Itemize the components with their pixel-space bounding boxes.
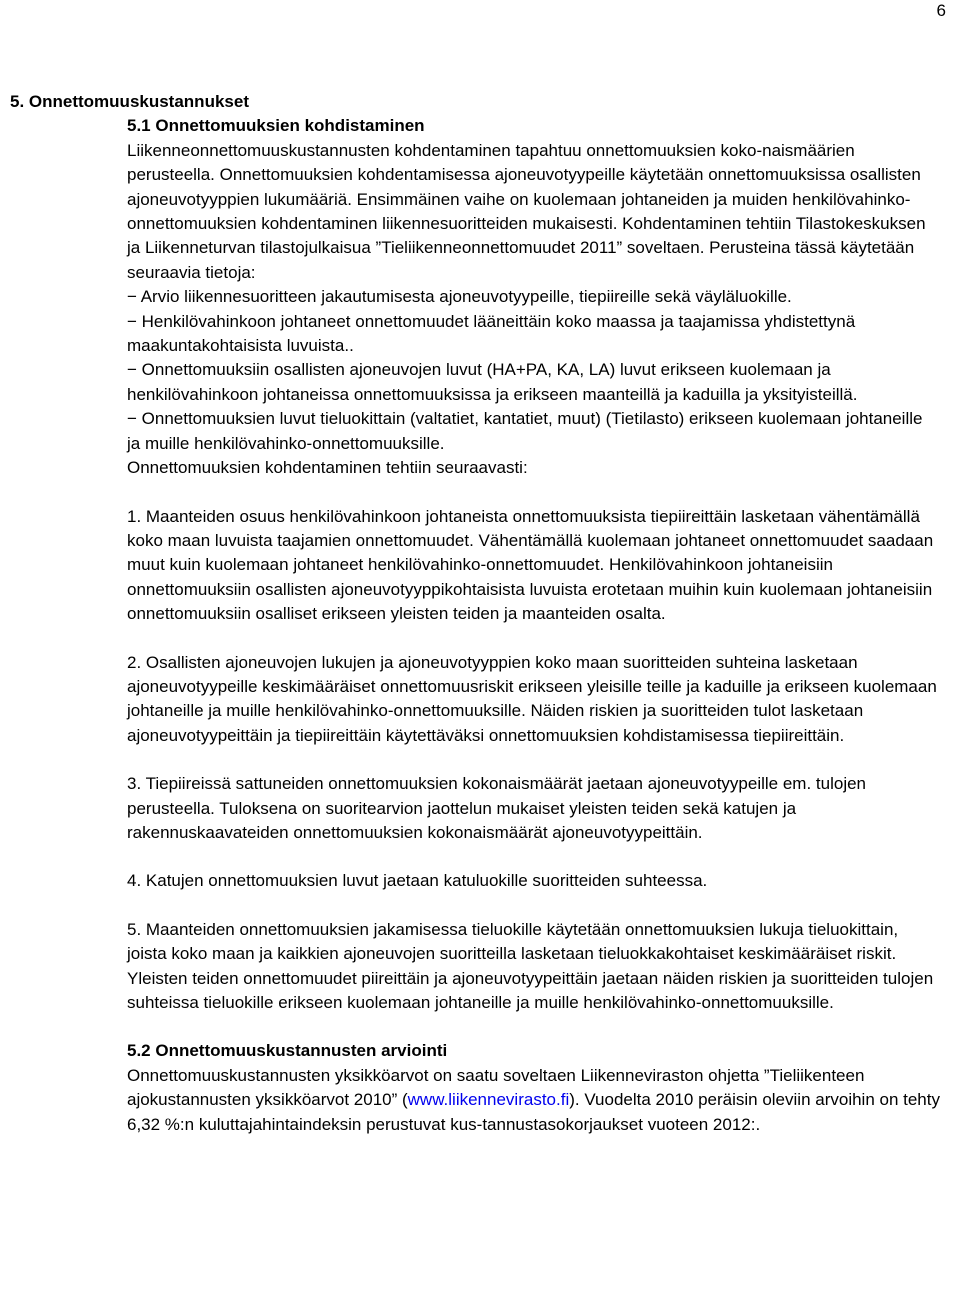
section-5-1-intro: Liikenneonnettomuuskustannusten kohdentaminen tapahtuu onnettomuuksien koko-naismäärien perusteella. Onnettomuuksien kohdentamisessa ajoneuvotyypeille käytetään onnettomuuksissa osallisten ajoneuvotyyppien lukumääriä. Ensimmäinen vaihe on kuolemaan johtaneiden ja muiden henkilövahinko-onnettomuuksien kohdentaminen liikennesuoritteiden mukaisesti. Kohdentaminen tehtiin Tilastokeskuksen ja Liikenneturvan tilastojulkaisua ”Tieliikenneonnettomuudet 2011” soveltaen. Perusteina tässä käytetään seuraavia tietoja:	[127, 140, 926, 282]
section-5-2-text-end: ). Vuodelta 2010 peräisin oleviin arvoihin on tehty 6,32 %:n kuluttajahintaindeksin perustuvat kus-tannustasokorjaukset vuoteen 2012:.	[127, 1090, 940, 1134]
step-1: 1. Maanteiden osuus henkilövahinkoon johtaneista onnettomuuksista tiepiireittäin lasketaan vähentämällä koko maan luvuista taajamien onnettomuudet. Vähentämällä kuolemaan johtaneet onnettomuudet saadaan muut kuin kuolemaan johtaneet henkilövahinko-onnettomuudet. Henkilövahinkoon johtaneisiin onnettomuuksiin osallisten ajoneuvotyyppikohtaisista luvuista erotetaan muihin kuin kuolemaan johtaneisiin onnettomuuksiin osalliset erikseen yleisten teiden ja maanteiden osalta.	[127, 506, 934, 624]
document-body	[10, 90, 940, 1137]
steps-lead: Onnettomuuksien kohdentaminen tehtiin seuraavasti:	[127, 458, 528, 478]
liikennevirasto-link[interactable]: www.liikennevirasto.fi	[407, 1090, 570, 1110]
bullet-item: − Henkilövahinkoon johtaneet onnettomuudet lääneittäin koko maassa ja taajamissa yhdistettynä maakuntakohtaisista luvuista..	[127, 311, 856, 356]
page-number: 6	[936, 1, 946, 20]
step-2: 2. Osallisten ajoneuvojen lukujen ja ajoneuvotyyppien koko maan suoritteiden suhteina lasketaan ajoneuvotyypeille keskimääräiset onnettomuusriskit erikseen yleisille teille ja kaduille ja erikseen kuolemaan johtaneille ja muille henkilövahinko-onnettomuuksille. Näiden riskien ja suoritteiden tulot lasketaan ajoneuvotyypeittäin ja tiepiireittäin käytettäväksi onnettomuuksien kohdistamisessa tiepiireittäin.	[127, 652, 937, 745]
step-4: 4. Katujen onnettomuuksien luvut jaetaan katuluokille suoritteiden suhteessa.	[127, 871, 708, 891]
step-3: 3. Tiepiireissä sattuneiden onnettomuuksien kokonaismäärät jaetaan ajoneuvotyypeille em. tulojen perusteella. Tuloksena on suoritearvion jaottelun mukaiset yleisten teiden sekä katujen ja rakennuskaavateiden onnettomuuksien kokonaismäärät ajoneuvotyypeittäin.	[127, 774, 867, 842]
section-5-1	[127, 114, 940, 1137]
section-5-2-title: 5.2 Onnettomuuskustannusten arviointi	[127, 1041, 448, 1061]
chapter-heading: 5. Onnettomuuskustannukset	[10, 92, 249, 111]
bullet-item: − Onnettomuuksien luvut tieluokittain (valtatiet, kantatiet, muut) (Tietilasto) erikseen kuolemaan johtaneille ja muille henkilövahinko-onnettomuuksille.	[127, 409, 923, 453]
step-5: 5. Maanteiden onnettomuuksien jakamisessa tieluokille käytetään onnettomuuksien lukuja tieluokittain, joista koko maan ja kaikkien ajoneuvojen suoritteilla lasketaan tieluokkakohtaiset keskimääräiset riskit. Yleisten teiden onnettomuudet piireittäin ja ajoneuvotyypeittäin jaetaan näiden riskien ja suoritteiden tulojen suhteissa tieluokille erikseen kuolemaan johtaneille ja muille henkilövahinko-onnettomuuksille.	[127, 919, 934, 1012]
section-5-2-text	[127, 1064, 940, 1137]
bullet-item: − Arvio liikennesuoritteen jakautumisesta ajoneuvotyypeille, tiepiireille sekä väyläluokille.	[127, 287, 792, 307]
bullet-item: − Onnettomuuksiin osallisten ajoneuvojen luvut (HA+PA, KA, LA) luvut erikseen kuolemaan ja henkilövahinkoon johtaneissa onnettomuuksissa ja erikseen maanteillä ja kaduilla ja yksityisteillä.	[127, 360, 858, 404]
section-5-2-text-start: Onnettomuuskustannusten yksikköarvot on saatu soveltaen Liikenneviraston ohjetta ”Tieliikenteen ajokustannusten yksikköarvot 2010” (	[127, 1065, 865, 1110]
section-5-1-title: 5.1 Onnettomuuksien kohdistaminen	[127, 116, 425, 136]
